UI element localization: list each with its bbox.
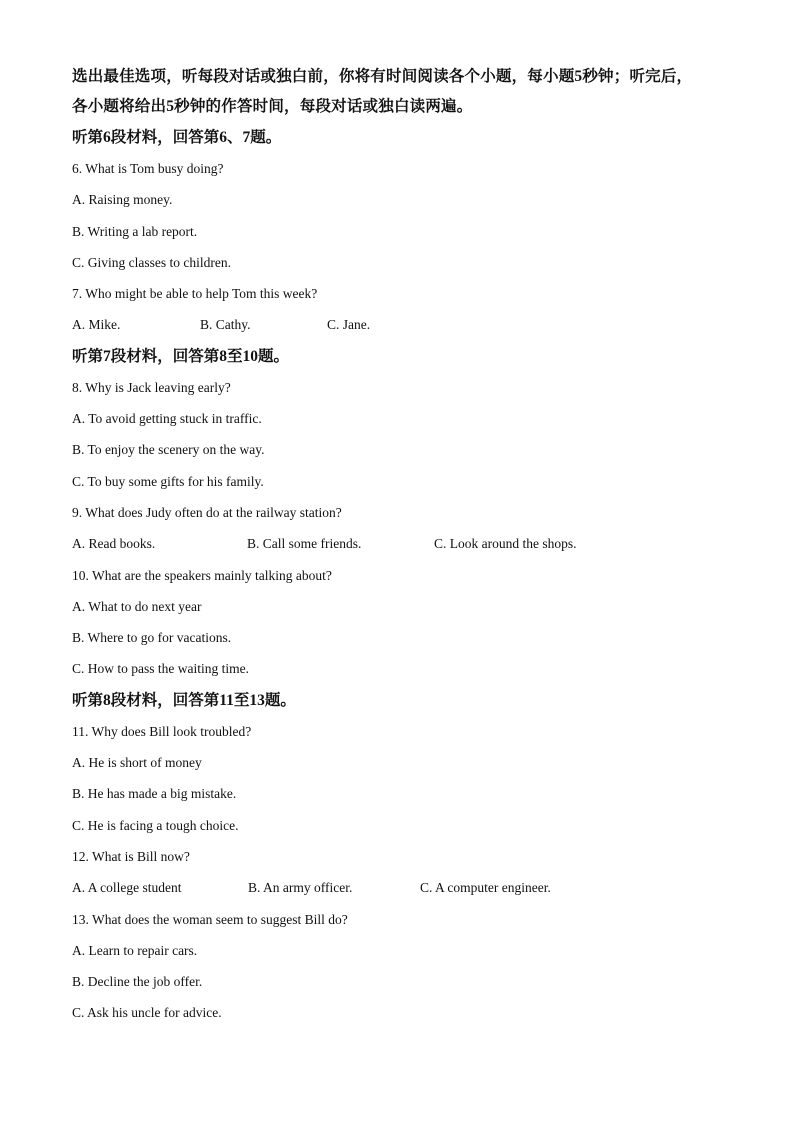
question-10-option-c: C. How to pass the waiting time. — [72, 661, 249, 677]
section-8-heading: 听第8段材料，回答第11至13题。 — [72, 691, 296, 709]
question-9: 9. What does Judy often do at the railway station? — [72, 504, 342, 520]
question-8-option-c: C. To buy some gifts for his family. — [72, 473, 264, 489]
question-13-option-b: B. Decline the job offer. — [72, 974, 203, 990]
question-9-option-b: B. Call some friends. — [247, 536, 362, 552]
question-12: 12. What is Bill now? — [72, 848, 190, 864]
question-7-options — [72, 309, 732, 340]
question-6-option-b: B. Writing a lab report. — [72, 223, 198, 239]
section-6-heading: 听第6段材料，回答第6、7题。 — [72, 129, 282, 146]
question-8-option-b: B. To enjoy the scenery on the way. — [72, 442, 265, 458]
question-12-option-c: C. A computer engineer. — [420, 880, 551, 896]
section-7-heading: 听第7段材料，回答第8至10题。 — [72, 347, 290, 365]
question-11: 11. Why does Bill look troubled? — [72, 723, 252, 739]
intro-line-1: 选出最佳选项，听每段对话或独白前，你将有时间阅读各个小题，每小题5秒钟；听完后， — [72, 68, 693, 85]
question-12-options — [72, 872, 732, 903]
exam-page — [72, 62, 732, 1029]
question-9-options — [72, 528, 732, 559]
question-7: 7. Who might be able to help Tom this week? — [72, 286, 318, 302]
question-13: 13. What does the woman seem to suggest Bill do? — [72, 911, 348, 927]
question-11-option-c: C. He is facing a tough choice. — [72, 817, 239, 833]
question-9-option-a: A. Read books. — [72, 536, 156, 552]
question-9-option-c: C. Look around the shops. — [434, 536, 577, 552]
question-13-option-c: C. Ask his uncle for advice. — [72, 1005, 222, 1021]
question-7-option-c: C. Jane. — [327, 317, 371, 333]
question-12-option-b: B. An army officer. — [248, 880, 353, 896]
question-10-option-a: A. What to do next year — [72, 598, 202, 614]
question-8: 8. Why is Jack leaving early? — [72, 379, 231, 395]
question-11-option-a: A. He is short of money — [72, 755, 202, 771]
question-12-option-a: A. A college student — [72, 880, 182, 896]
question-7-option-b: B. Cathy. — [200, 317, 251, 333]
question-10: 10. What are the speakers mainly talking about? — [72, 567, 332, 583]
question-11-option-b: B. He has made a big mistake. — [72, 786, 237, 802]
intro-line-2: 各小题将给出5秒钟的作答时间，每段对话或独白读两遍。 — [72, 98, 473, 115]
question-13-option-a: A. Learn to repair cars. — [72, 942, 198, 958]
question-8-option-a: A. To avoid getting stuck in traffic. — [72, 411, 262, 427]
question-6-option-c: C. Giving classes to children. — [72, 254, 231, 270]
question-7-option-a: A. Mike. — [72, 317, 121, 333]
question-6-option-a: A. Raising money. — [72, 192, 173, 208]
question-10-option-b: B. Where to go for vacations. — [72, 630, 232, 646]
question-6: 6. What is Tom busy doing? — [72, 161, 224, 176]
